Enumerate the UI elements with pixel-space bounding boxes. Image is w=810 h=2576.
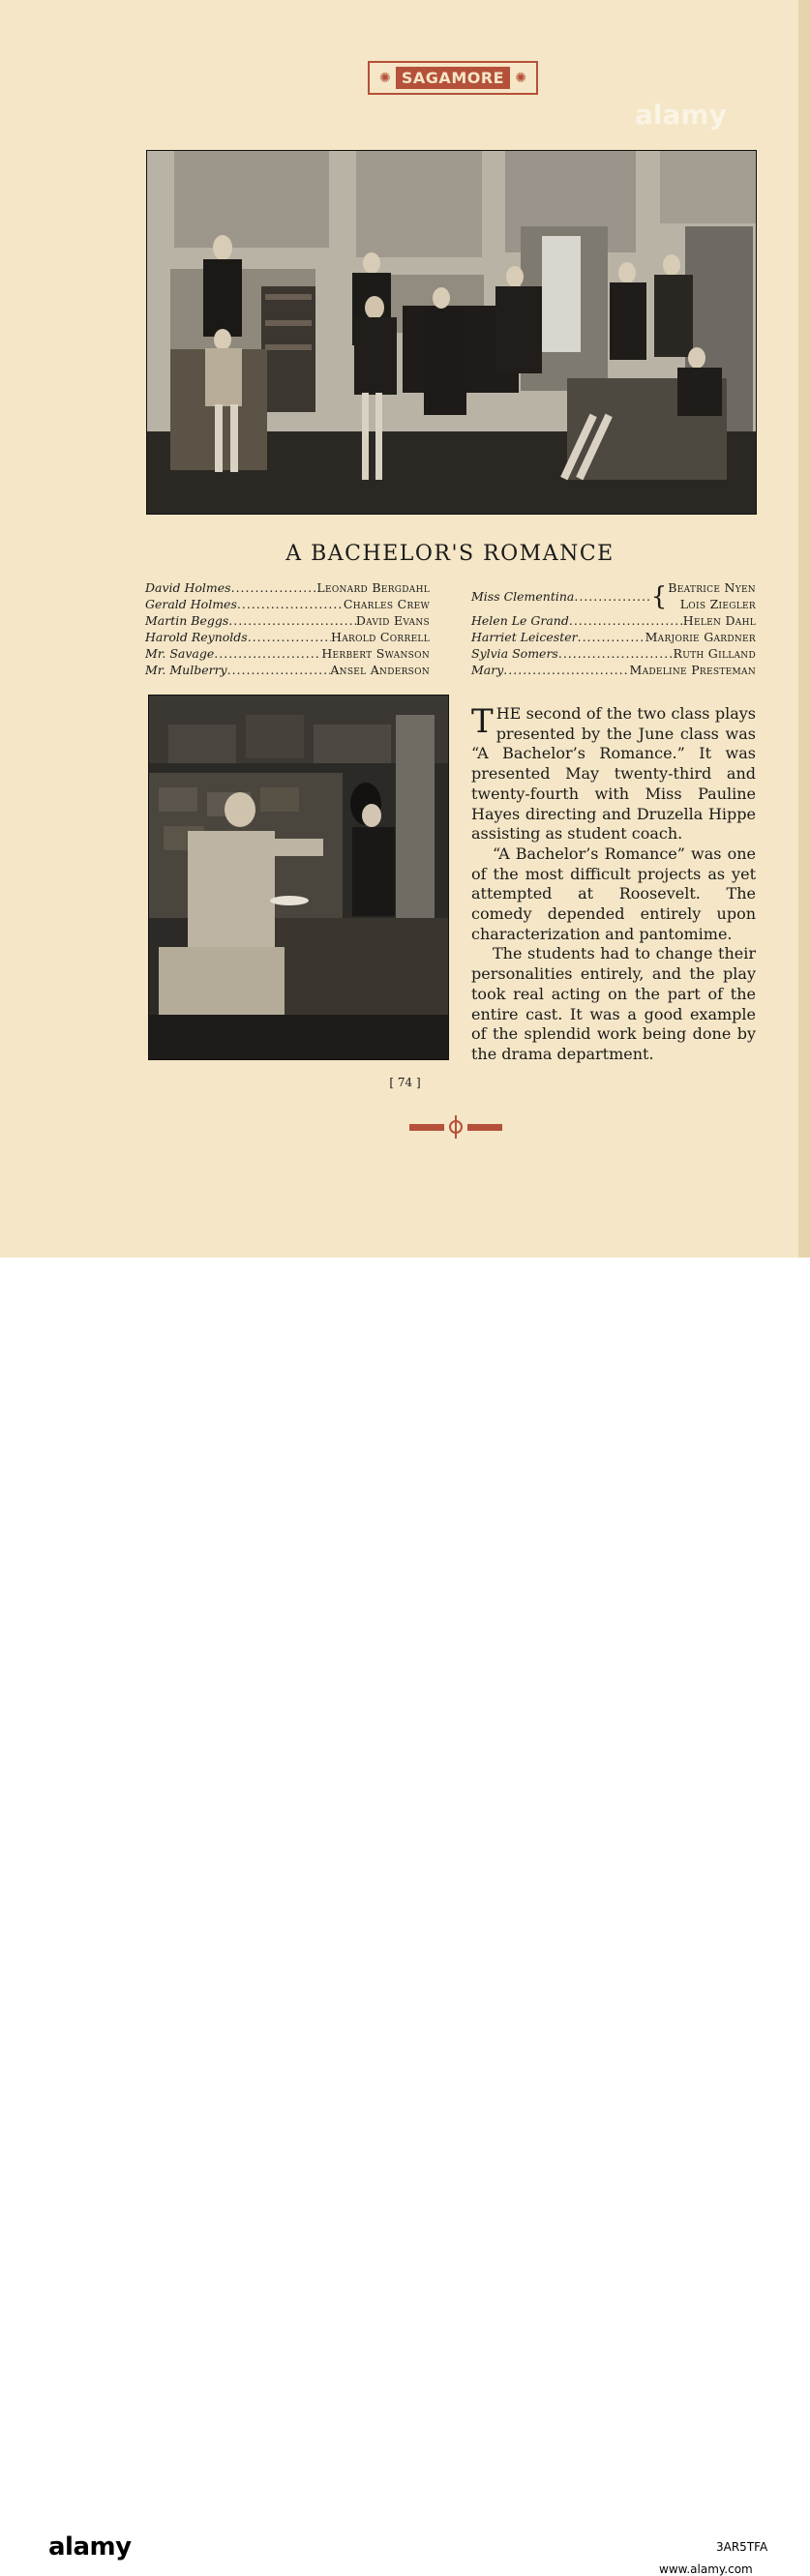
role-name: Gerald Holmes	[145, 596, 237, 611]
actor-name: Herbert Swanson	[321, 645, 430, 661]
actor-name: Helen Dahl	[682, 613, 756, 628]
yearbook-page	[0, 0, 810, 1258]
cast-row	[145, 630, 430, 646]
sunburst-ornament-icon: ✺	[379, 70, 391, 86]
actor-name: Charles Crew	[343, 596, 430, 611]
actor-name: Harold Correll	[331, 629, 430, 644]
page-edge	[798, 0, 810, 1258]
role-name: David Holmes	[145, 580, 231, 595]
footer-ornament-icon	[407, 1115, 504, 1139]
alamy-url: www.alamy.com	[659, 2562, 753, 2576]
role-name: Miss Clementina	[471, 588, 575, 604]
actor-name: Beatrice Nyen	[668, 580, 756, 596]
cast-row	[145, 597, 430, 613]
role-name: Sylvia Somers	[471, 645, 558, 661]
cast-row	[471, 646, 756, 663]
article-paragraph: The students had to change their personalities entirely, and the play took real acting on the part of the entire cast. It was a good example of the splendid work being done by the drama department.	[471, 944, 756, 1063]
scene-photo	[148, 695, 449, 1060]
cast-row	[471, 663, 756, 679]
cast-row	[471, 613, 756, 630]
role-name: Mr. Savage	[145, 645, 215, 661]
article-text	[471, 704, 756, 1065]
article-paragraph-text: HE second of the two class plays presented by the June class was “A Bachelor’s Romance.” It was presented May twenty-third and twenty-fourth with Miss Pauline Hayes directing and Druzella Hippe assisting as student coach.	[471, 704, 756, 844]
brace-icon: {	[650, 582, 668, 611]
page-number: [ 74 ]	[389, 1076, 421, 1089]
role-name: Mr. Mulberry	[145, 662, 227, 677]
watermark-text: alamy	[635, 99, 727, 131]
cast-row	[145, 580, 430, 597]
sunburst-ornament-icon: ✺	[515, 70, 526, 86]
cast-row	[145, 646, 430, 663]
cast-row-double	[471, 580, 756, 613]
role-name: Harold Reynolds	[145, 629, 248, 644]
article-paragraph: “A Bachelor’s Romance” was one of the most difficult projects as yet attempted at Roosevelt. The comedy depended entirely upon characterization and pantomime.	[471, 844, 756, 943]
role-name: Mary	[471, 662, 504, 677]
cast-list-right	[471, 580, 756, 679]
actor-name: Marjorie Gardner	[645, 629, 756, 644]
role-name: Helen Le Grand	[471, 613, 569, 628]
actor-name: David Evans	[355, 612, 430, 628]
actor-name: Leonard Bergdahl	[316, 580, 430, 595]
role-name: Harriet Leicester	[471, 629, 578, 644]
actor-name: Ansel Anderson	[330, 662, 430, 677]
stock-footer	[0, 1258, 810, 2576]
cast-group-photo	[146, 150, 757, 515]
sagamore-header-logo	[368, 61, 538, 95]
cast-row	[145, 613, 430, 630]
article-paragraph	[471, 704, 756, 844]
publication-name: SAGAMORE	[396, 67, 510, 89]
drop-cap: T	[471, 702, 494, 741]
cast-row	[471, 630, 756, 646]
actor-pair	[668, 580, 756, 613]
role-name: Martin Beggs	[145, 612, 229, 628]
actor-name: Madeline Presteman	[629, 662, 756, 677]
actor-name: Lois Ziegler	[679, 597, 756, 611]
image-id: 3AR5TFA	[716, 2540, 768, 2554]
play-title: A BACHELOR'S ROMANCE	[285, 542, 615, 566]
actor-name: Ruth Gilland	[673, 645, 756, 661]
cast-list-left	[145, 580, 430, 678]
cast-group-photo-image	[147, 151, 756, 514]
scene-photo-image	[149, 696, 448, 1059]
alamy-logo: alamy	[48, 2532, 132, 2561]
cast-row	[145, 663, 430, 679]
